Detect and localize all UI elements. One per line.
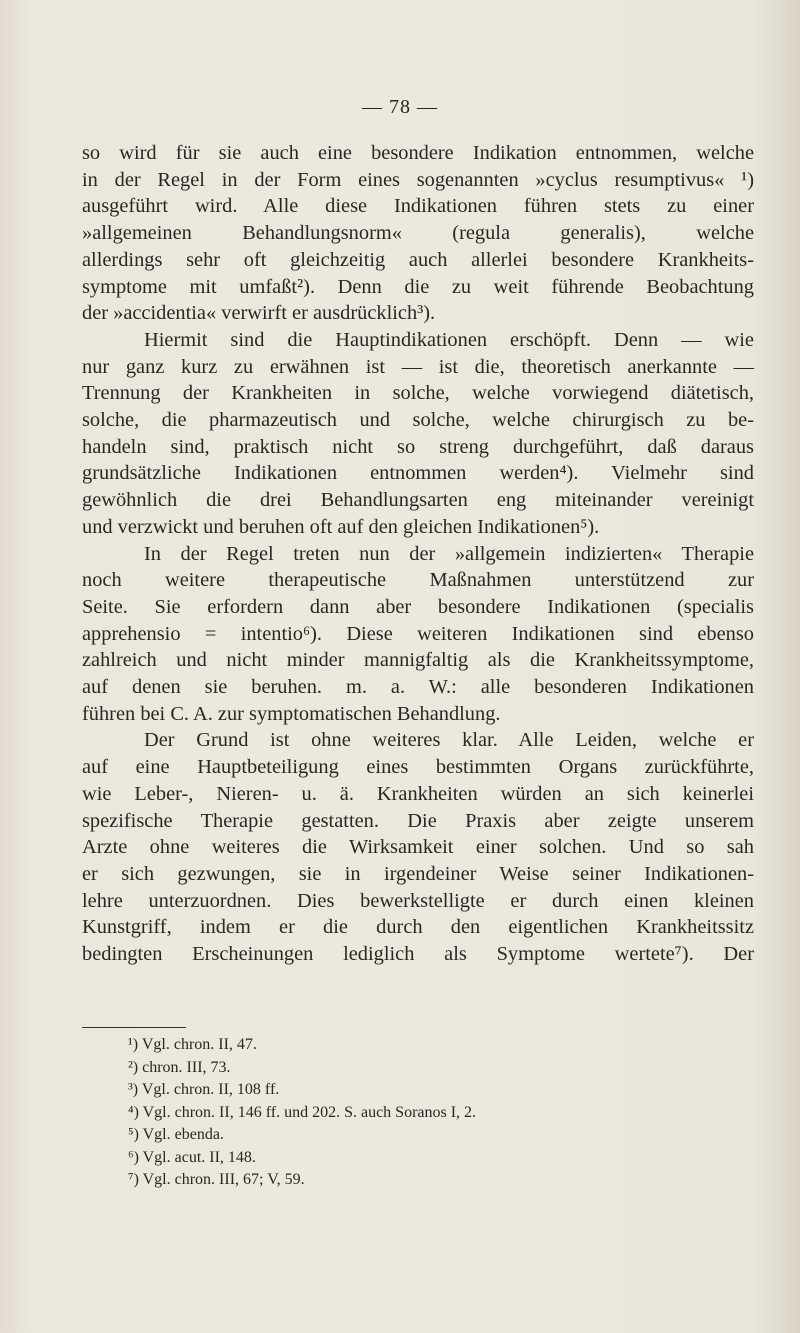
text-line: wie Leber-, Nieren- u. ä. Krankheiten würden an sich keinerlei bbox=[82, 782, 754, 805]
main-text bbox=[82, 140, 754, 968]
text-line: er sich gezwungen, sie in irgendeiner Weise seiner Indikationen- bbox=[82, 862, 754, 885]
footnote-6: ⁶) Vgl. acut. II, 148. bbox=[128, 1148, 256, 1166]
footnote-3: ³) Vgl. chron. II, 108 ff. bbox=[128, 1081, 280, 1098]
text-line: allerdings sehr oft gleichzeitig auch allerlei besondere Krankheits- bbox=[82, 248, 754, 271]
text-line: Der Grund ist ohne weiteres klar. Alle Leiden, welche er bbox=[144, 729, 754, 752]
footnotes bbox=[128, 1034, 476, 1192]
paragraph-3 bbox=[82, 541, 754, 728]
text-line: Seite. Sie erfordern dann aber besondere Indikationen (specialis bbox=[82, 595, 754, 618]
text-line: noch weitere therapeutische Maßnahmen unterstützend zur bbox=[82, 569, 754, 592]
paragraph-4 bbox=[82, 727, 754, 967]
text-line: auf eine Hauptbeteiligung eines bestimmten Organs zurückführte, bbox=[82, 756, 754, 779]
text-line: spezifische Therapie gestatten. Die Praxis aber zeigte unserem bbox=[82, 809, 754, 832]
text-line: handeln sind, praktisch nicht so streng durchgeführt, daß daraus bbox=[82, 435, 754, 458]
text-line: grundsätzliche Indikationen entnommen werden⁴). Vielmehr sind bbox=[82, 462, 754, 485]
footnote-4: ⁴) Vgl. chron. II, 146 ff. und 202. S. auch Soranos I, 2. bbox=[128, 1103, 477, 1121]
text-line: Arzte ohne weiteres die Wirksamkeit einer solchen. Und so sah bbox=[82, 836, 754, 859]
text-line: auf denen sie beruhen. m. a. W.: alle besonderen Indikationen bbox=[82, 676, 754, 699]
text-line: Kunstgriff, indem er die durch den eigentlichen Krankheitssitz bbox=[82, 916, 754, 939]
text-line: symptome mit umfaßt²). Denn die zu weit führende Beobachtung bbox=[82, 275, 754, 298]
text-line: ausgeführt wird. Alle diese Indikationen führen stets zu einer bbox=[82, 195, 754, 218]
footnote-2: ²) chron. III, 73. bbox=[128, 1058, 231, 1076]
text-line: in der Regel in der Form eines sogenannten »cyclus resumptivus« ¹) bbox=[82, 168, 754, 191]
text-line: führen bei C. A. zur symptomatischen Behandlung. bbox=[82, 702, 501, 725]
paragraph-1 bbox=[82, 140, 754, 327]
footnote-7: ⁷) Vgl. chron. III, 67; V, 59. bbox=[128, 1171, 305, 1188]
text-line: solche, die pharmazeutisch und solche, welche chirurgisch zu be- bbox=[82, 409, 754, 432]
footnote-5: ⁵) Vgl. ebenda. bbox=[128, 1126, 224, 1143]
paragraph-2 bbox=[82, 327, 754, 541]
text-line: der »accidentia« verwirft er ausdrücklich³). bbox=[82, 302, 436, 325]
text-line: apprehensio = intentio⁶). Diese weiteren Indikationen sind ebenso bbox=[82, 622, 754, 645]
text-line: »allgemeinen Behandlungsnorm« (regula generalis), welche bbox=[82, 222, 754, 245]
text-line: In der Regel treten nun der »allgemein indizierten« Therapie bbox=[144, 542, 754, 565]
text-line: Hiermit sind die Hauptindikationen erschöpft. Denn — wie bbox=[144, 328, 754, 351]
text-line: Trennung der Krankheiten in solche, welche vorwiegend diätetisch, bbox=[82, 382, 754, 405]
text-line: lehre unterzuordnen. Dies bewerkstelligte er durch einen kleinen bbox=[82, 889, 754, 912]
footnote-1: ¹) Vgl. chron. II, 47. bbox=[128, 1036, 257, 1053]
page-number: — 78 — bbox=[362, 96, 438, 118]
footnote-divider bbox=[82, 1027, 186, 1028]
text-line: und verzwickt und beruhen oft auf den gleichen Indikationen⁵). bbox=[82, 515, 600, 538]
text-line: so wird für sie auch eine besondere Indikation entnommen, welche bbox=[82, 142, 754, 164]
text-line: bedingten Erscheinungen lediglich als Symptome wertete⁷). Der bbox=[82, 943, 754, 966]
text-line: zahlreich und nicht minder mannigfaltig als die Krankheitssymptome, bbox=[82, 649, 754, 672]
text-line: gewöhnlich die drei Behandlungsarten eng miteinander vereinigt bbox=[82, 489, 754, 512]
text-line: nur ganz kurz zu erwähnen ist — ist die, theoretisch anerkannte — bbox=[82, 355, 754, 378]
